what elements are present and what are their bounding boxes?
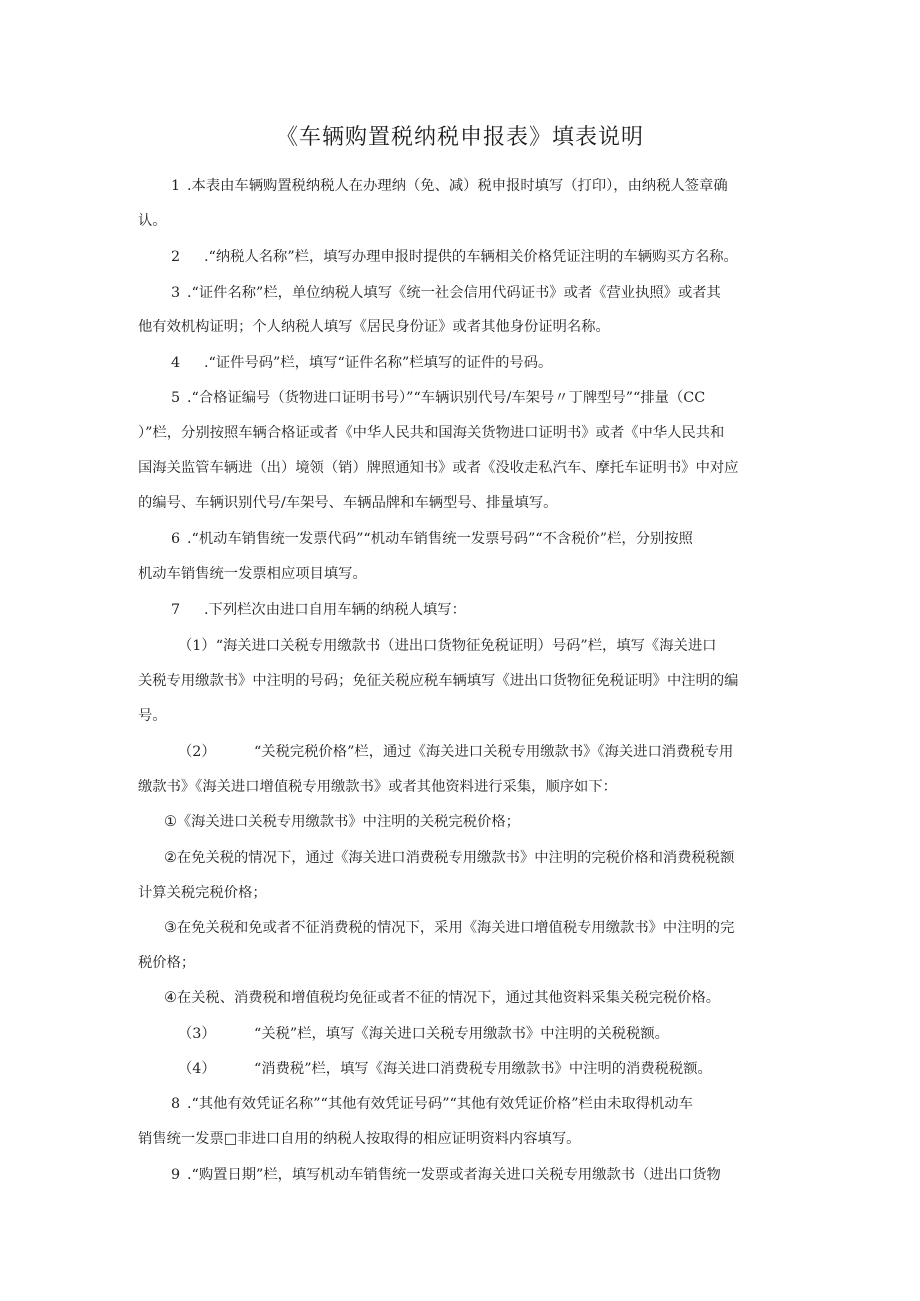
item-9-line-1: 9 .“购置日期”栏，填写机动车销售统一发票或者海关进口关税专用缴款书（进出口货物 (171, 1167, 721, 1183)
sub-4-number: （4） (178, 1061, 216, 1077)
circled-4-line-1: ④在关税、消费税和增值税均免征或者不征的情况下，通过其他资料采集关税完税价格。 (164, 990, 721, 1006)
item-1-line-2: 认。 (138, 213, 167, 229)
item-7-number: 7 (171, 602, 181, 618)
sub-1-line-1: （1）“海关进口关税专用缴款书（进出口货物征免税证明）号码”栏，填写《海关进口 (178, 638, 717, 654)
circled-2-line-1: ②在免关税的情况下，通过《海关进口消费税专用缴款书》中注明的完税价格和消费税税额 (164, 850, 735, 866)
item-5-line-4: 的编号、车辆识别代号/车架号、车辆品牌和车辆型号、排量填写。 (138, 495, 558, 511)
item-2-line-1: 2 .“纳税人名称”栏，填写办理申报时提供的车辆相关价格凭证注明的车辆购买方名称。 (171, 249, 738, 265)
item-6-line-2: 机动车销售统一发票相应项目填写。 (138, 566, 367, 582)
item-5-line-1: 5 .“合格证编号（货物进口证明书号）”“车辆识别代号/车架号〃丁牌型号”“排量（CC (171, 390, 706, 406)
item-3-line-1: 3 .“证件名称”栏，单位纳税人填写《统一社会信用代码证书》或者《营业执照》或者其 (171, 285, 721, 301)
item-6-line-1: 6 .“机动车销售统一发票代码”“机动车销售统一发票号码”“不含税价”栏，分别按照 (171, 531, 693, 547)
item-8-line-1: 8 .“其他有效凭证名称”“其他有效凭证号码”“其他有效凭证价格”栏由未取得机动车 (171, 1096, 693, 1112)
item-5-line-3: 国海关监管车辆进（出）境领（销）牌照通知书》或者《没收走私汽车、摩托车证明书》中对应 (138, 460, 739, 476)
circled-4-number: ④ (164, 990, 177, 1006)
circled-3-number: ③ (164, 920, 177, 936)
circled-2-number: ② (164, 850, 177, 866)
sub-2-line-2: 缴款书》《海关进口增值税专用缴款书》或者其他资料进行采集，顺序如下： (138, 779, 617, 795)
item-6-number: 6 (171, 531, 181, 547)
sub-2-line-1: （2） “关税完税价格”栏，通过《海关进口关税专用缴款书》《海关进口消费税专用 (178, 744, 734, 760)
sub-2-number: （2） (178, 744, 216, 760)
item-4-number: 4 (171, 355, 181, 371)
item-7-line-1: 7 .下列栏次由进口自用车辆的纳税人填写： (171, 602, 466, 618)
item-8-line-2: 销售统一发票□非进口自用的纳税人按取得的相应证明资料内容填写。 (138, 1131, 581, 1147)
sub-1-line-3: 号。 (138, 708, 167, 724)
circled-2-line-2: 计算关税完税价格； (138, 885, 267, 901)
sub-1-line-2: 关税专用缴款书》中注明的号码；免征关税应税车辆填写《进出口货物征免税证明》中注明的编 (138, 673, 739, 689)
item-1-line-1: 1 .本表由车辆购置税纳税人在办理纳（免、减）税申报时填写（打印），由纳税人签章确 (171, 178, 728, 194)
item-4-line-1: 4 .“证件号码”栏，填写“证件名称”栏填写的证件的号码。 (171, 355, 553, 371)
item-3-line-2: 他有效机构证明；个人纳税人填写《居民身份证》或者其他身份证明名称。 (138, 319, 610, 335)
item-3-number: 3 (171, 285, 181, 301)
sub-4-line-1: （4） “消费税”栏，填写《海关进口消费税专用缴款书》中注明的消费税税额。 (178, 1061, 712, 1077)
item-2-number: 2 (171, 249, 181, 265)
sub-3-number: （3） (178, 1026, 216, 1042)
item-9-number: 9 (171, 1167, 181, 1183)
sub-1-number: （1） (178, 638, 216, 654)
circled-3-line-2: 税价格； (138, 955, 196, 971)
circled-3-line-1: ③在免关税和免或者不征消费税的情况下，采用《海关进口增值税专用缴款书》中注明的完 (164, 920, 735, 936)
circled-1-number: ① (164, 814, 177, 830)
item-5-line-2: ）”栏，分别按照车辆合格证或者《中华人民共和国海关货物进口证明书》或者《中华人民共和 (138, 425, 725, 441)
circled-1-line-1: ①《海关进口关税专用缴款书》中注明的关税完税价格； (164, 814, 520, 830)
sub-3-line-1: （3） “关税”栏，填写《海关进口关税专用缴款书》中注明的关税税额。 (178, 1026, 669, 1042)
document-title: 《车辆购置税纳税申报表》填表说明 (275, 125, 644, 150)
item-8-number: 8 (171, 1096, 181, 1112)
item-5-number: 5 (171, 390, 181, 406)
item-1-number: 1 (171, 178, 181, 194)
